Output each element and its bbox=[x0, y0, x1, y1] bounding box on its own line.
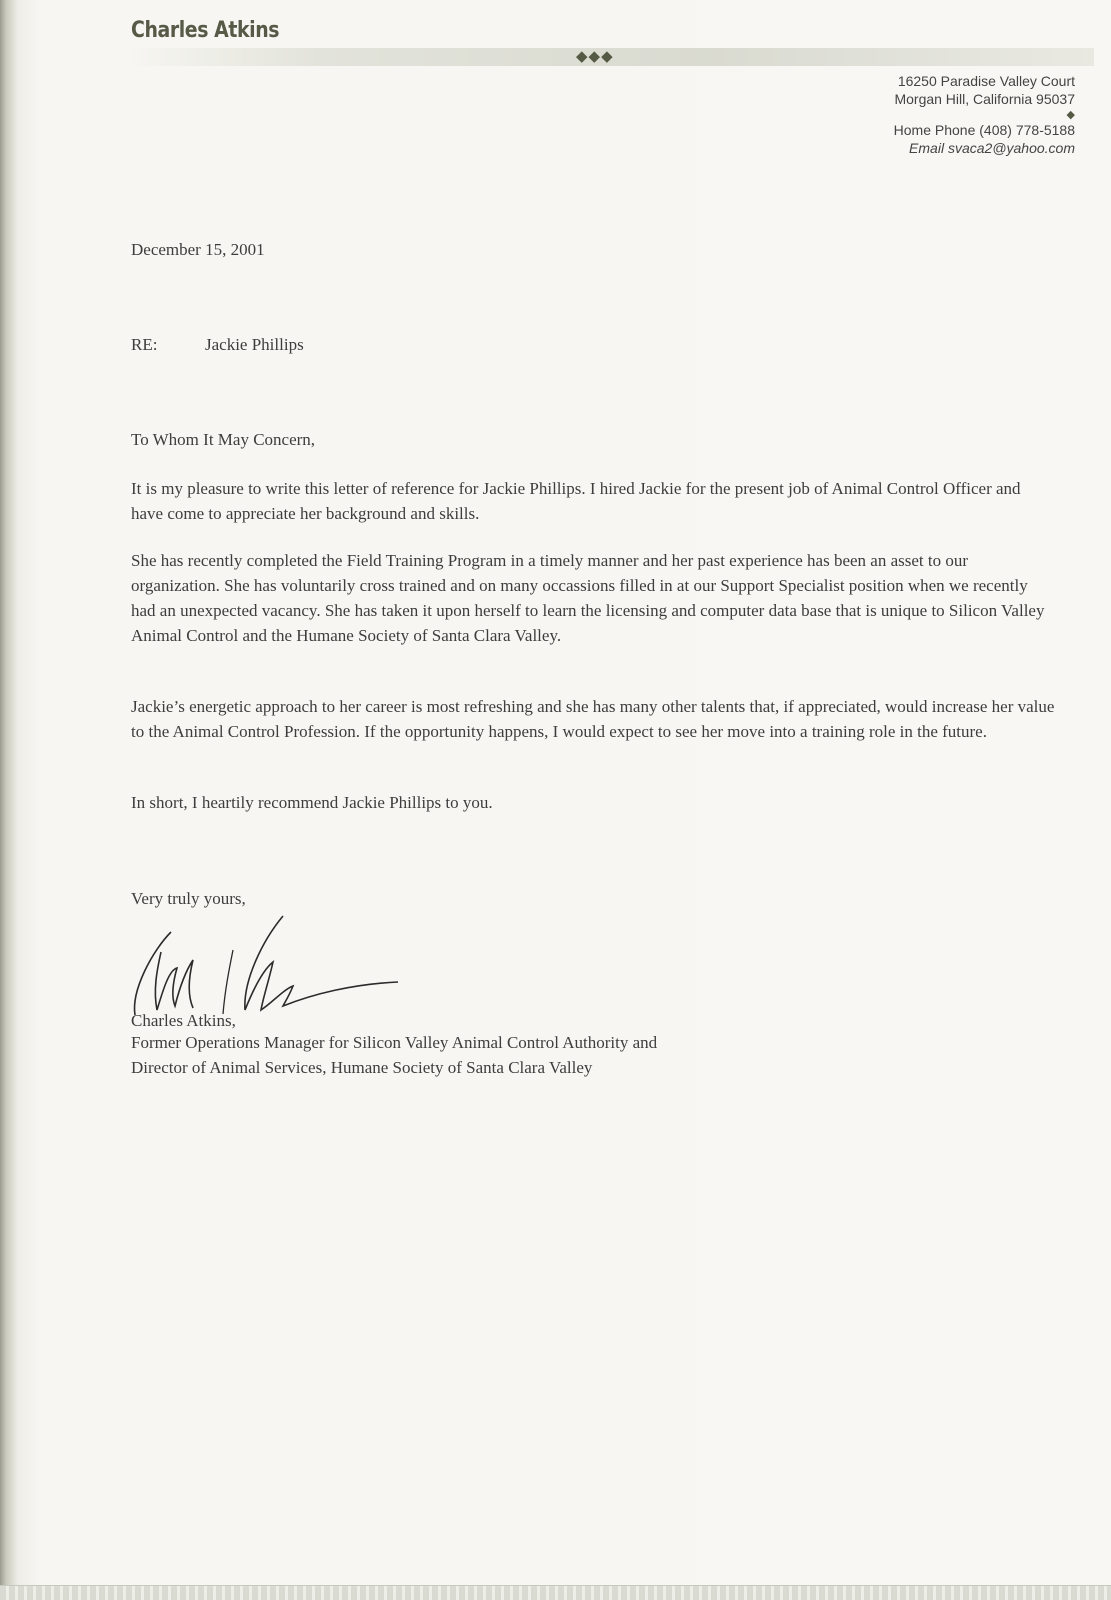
paragraph: In short, I heartily recommend Jackie Phillips to you. bbox=[131, 793, 493, 812]
scanner-edge bbox=[0, 1585, 1111, 1600]
paragraph: Jackie’s energetic approach to her career is most refreshing and she has many other talents that, if appreciated, would increase her value to the Animal Control Profession. If the opportunity happens, I would expect to see her move into a training role in the future. bbox=[131, 697, 1055, 741]
closing: Very truly yours, bbox=[131, 889, 246, 908]
letterhead-name: Charles Atkins bbox=[131, 18, 280, 43]
signer-title bbox=[131, 1030, 1056, 1080]
signer-title-line: Director of Animal Services, Humane Society of Santa Clara Valley bbox=[131, 1058, 593, 1077]
address-street: 16250 Paradise Valley Court bbox=[897, 73, 1075, 89]
re-line bbox=[131, 332, 1056, 357]
re-label: RE: bbox=[131, 335, 158, 354]
paragraph: She has recently completed the Field Training Program in a timely manner and her past experience has been an asset to our organization. She has voluntarily cross trained and on many occassions filled in at our Support Specialist position when we recently had an unexpected vacancy. She has taken it upon herself to learn the licensing and computer data base that is unique to Silicon Valley Animal Control and the Humane Society of Santa Clara Valley. bbox=[131, 551, 1045, 645]
signer-title-line: Former Operations Manager for Silicon Valley Animal Control Authority and bbox=[131, 1033, 658, 1052]
diamond-separator-icon: ◆ bbox=[1066, 108, 1075, 121]
diamond-ornament-icon: ◆◆◆ bbox=[576, 47, 614, 65]
home-phone: Home Phone (408) 778-5188 bbox=[893, 122, 1075, 138]
paragraph: It is my pleasure to write this letter of reference for Jackie Phillips. I hired Jackie for the present job of Animal Control Officer and have come to appreciate her background and skills. bbox=[131, 479, 1021, 523]
letterhead-address bbox=[894, 72, 1075, 157]
signer-name: Charles Atkins, bbox=[131, 1011, 236, 1030]
letter-date: December 15, 2001 bbox=[131, 240, 265, 259]
salutation: To Whom It May Concern, bbox=[131, 430, 316, 449]
re-subject: Jackie Phillips bbox=[205, 335, 304, 354]
address-city: Morgan Hill, California 95037 bbox=[894, 91, 1075, 107]
email-address: Email svaca2@yahoo.com bbox=[909, 140, 1075, 156]
